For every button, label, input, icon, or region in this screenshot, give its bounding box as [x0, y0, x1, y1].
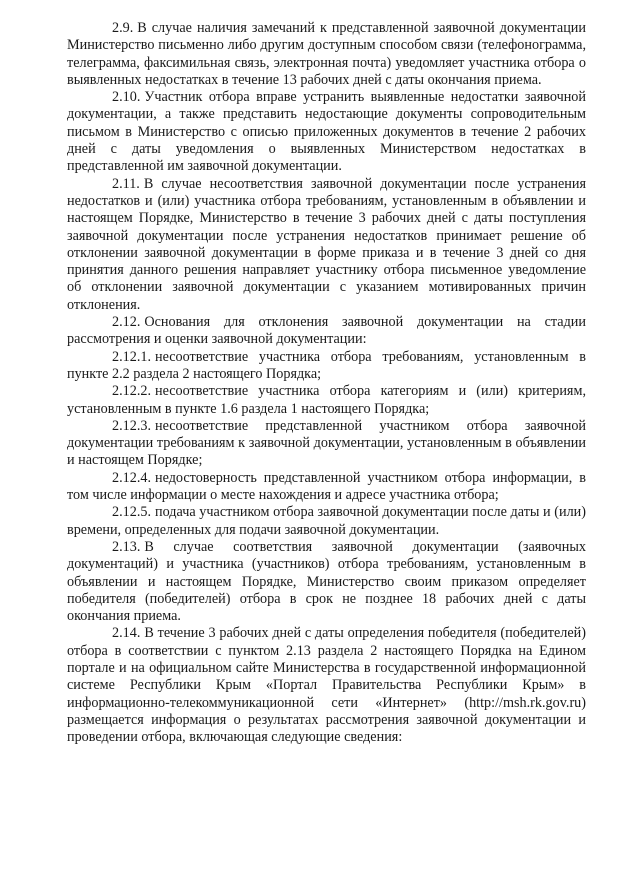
paragraph-number: 2.12.3. [112, 417, 152, 434]
paragraph-2-12-1 [67, 349, 586, 384]
paragraph-text: несоответствие представленной участником отбора заявочной документации требованиям к заявочной документации, установленным в объявлении и настоящем Порядке; [67, 417, 586, 469]
paragraph-text: Участник отбора вправе устранить выявленные недостатки заявочной документации, а также представить недостающие документы сопроводительным письмом в Министерство с описью приложенных документов в течение 2 рабочих дней с даты уведомления о выявленных Министерством недостатках в представленной им заявочной документации. [67, 89, 586, 175]
paragraph-number: 2.12.4. [112, 469, 152, 486]
paragraph-2-14 [67, 625, 586, 746]
paragraph-text: недостоверность представленной участником отбора информации, в том числе информации о месте нахождения и адресе участника отбора; [67, 469, 586, 504]
paragraph-number: 2.9. [112, 20, 134, 36]
document-page [67, 20, 586, 746]
paragraph-2-11 [67, 176, 586, 314]
paragraph-number: 2.14. [112, 625, 141, 642]
paragraph-2-12-3 [67, 418, 586, 470]
paragraph-number: 2.12.2. [112, 383, 152, 400]
paragraph-text: В случае наличия замечаний к представленной заявочной документации Министерство письменно либо другим доступным способом связи (телефонограмма, телеграмма, факсимильная связь, электронная почта) уведомляет участника отбора о выявленных недостатках в течение 13 рабочих дней с даты окончания приема. [67, 20, 586, 88]
paragraph-2-12-5 [67, 504, 586, 539]
paragraph-text: несоответствие участника отбора требованиям, установленным в пункте 2.2 раздела 2 настоящего Порядка; [67, 348, 586, 382]
paragraph-text: В случае несоответствия заявочной документации после устранения недостатков и (или) участника отбора требованиям, установленным в объявлении и настоящем Порядке, Министерство в течение 3 рабочих дней с даты поступления заявочной документации после устранения недостатков принимает решение об отклонении заявочной документации в форме приказа и в течение 3 дней со дня принятия данного решения направляет участнику отбора письменное уведомление об отклонении заявочной документации с указанием мотивированных причин отклонения. [67, 175, 586, 313]
paragraph-2-9 [67, 20, 586, 89]
paragraph-number: 2.13. [112, 538, 141, 555]
paragraph-2-12-2 [67, 383, 586, 418]
paragraph-number: 2.11. [112, 175, 140, 192]
paragraph-number: 2.12.5. [112, 504, 152, 521]
paragraph-text: Основания для отклонения заявочной документации на стадии рассмотрения и оценки заявочной документации: [67, 314, 586, 348]
paragraph-number: 2.10. [112, 89, 141, 106]
paragraph-2-12 [67, 314, 586, 349]
paragraph-text: несоответствие участника отбора категориям и (или) критериям, установленным в пункте 1.6 раздела 1 настоящего Порядка; [67, 383, 586, 417]
paragraph-text: подача участником отбора заявочной документации после даты и (или) времени, определенных для подачи заявочной документации. [67, 504, 586, 538]
paragraph-2-13 [67, 539, 586, 625]
paragraph-2-10 [67, 89, 586, 175]
paragraph-text: В случае соответствия заявочной документации (заявочных документаций) и участника (участников) отбора требованиям, установленным в объявлении и настоящем Порядке, Министерство своим приказом определяет победителя (победителей) отбора в срок не позднее 18 рабочих дней с даты окончания приема. [67, 538, 586, 625]
paragraph-text: В течение 3 рабочих дней с даты определения победителя (победителей) отбора в соответствии с пунктом 2.13 раздела 2 настоящего Порядка на Едином портале и на официальном сайте Министерства в государственной информационной системе Республики Крым «Портал Правительства Республики Крым» в информационно-телекоммуникационной сети «Интернет» (http://msh.rk.gov.ru) размещается информация о результатах рассмотрения заявочной документации и проведении отбора, включающая следующие сведения: [67, 625, 586, 746]
paragraph-number: 2.12. [112, 314, 141, 331]
paragraph-2-12-4 [67, 470, 586, 505]
paragraph-number: 2.12.1. [112, 348, 152, 365]
